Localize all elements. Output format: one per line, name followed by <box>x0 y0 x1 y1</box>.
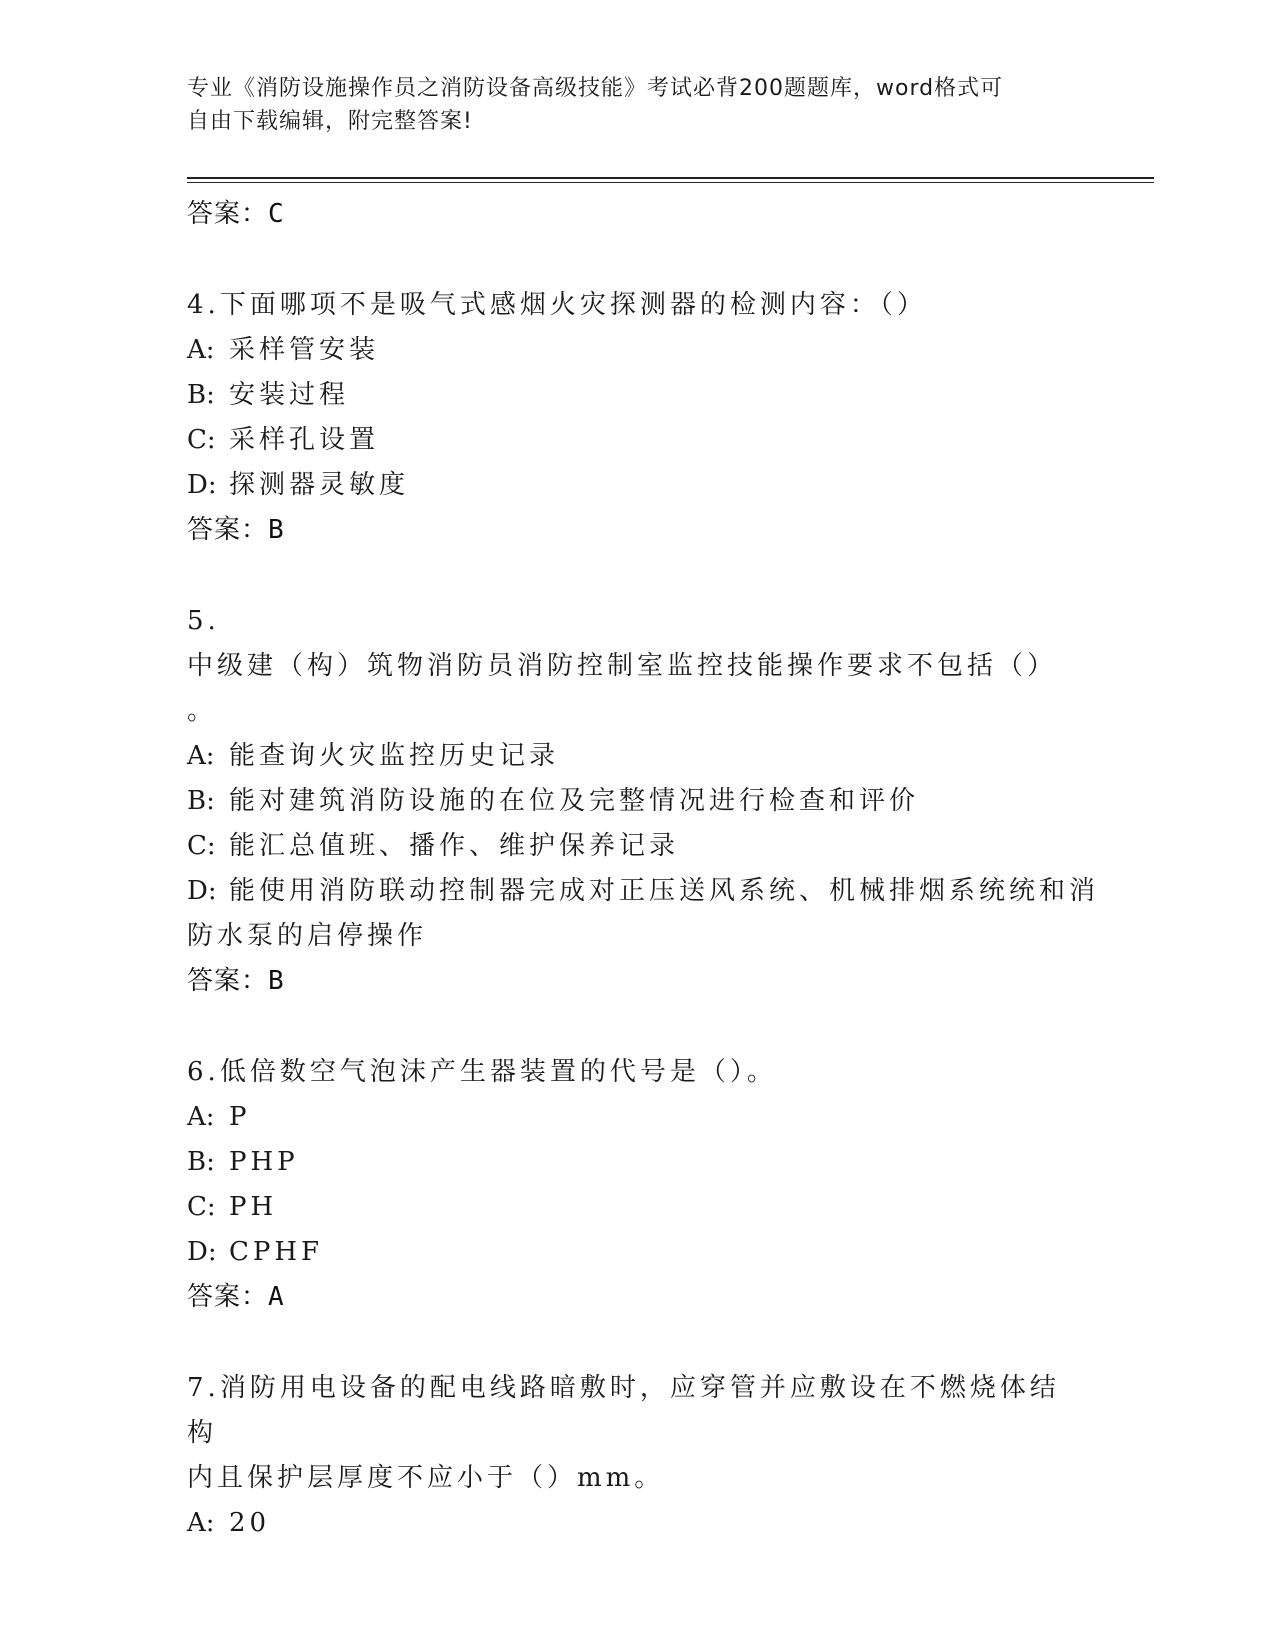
option-text: 能使用消防联动控制器完成对正压送风系统、机械排烟系统统和消 <box>229 876 1100 906</box>
question-text: 低倍数空气泡沫产生器装置的代号是（）。 <box>219 1057 777 1087</box>
option-d-continued <box>187 914 1087 959</box>
option-letter: B: <box>187 786 215 816</box>
question-text: 中级建（构）筑物消防员消防控制室监控技能操作要求不包括（） <box>187 651 1058 681</box>
question-stem <box>187 283 1087 328</box>
option-a <box>187 1095 1087 1140</box>
option-c <box>187 824 1087 869</box>
option-letter: A: <box>187 1102 215 1132</box>
question-number: 5. <box>187 606 220 636</box>
option-d <box>187 869 1100 914</box>
header-line-1: 专业《消防设施操作员之消防设备高级技能》考试必背200题题库，word格式可 <box>187 76 1004 101</box>
question-number: 6. <box>187 1057 220 1087</box>
option-text: 能查询火灾监控历史记录 <box>229 741 560 771</box>
option-letter: A: <box>187 741 215 771</box>
header-divider-thin <box>187 182 1154 183</box>
question-4 <box>187 283 1087 553</box>
option-text: 采样孔设置 <box>229 425 380 455</box>
option-text: 安装过程 <box>229 380 350 410</box>
option-c <box>187 418 1087 463</box>
question-6 <box>187 1050 1087 1320</box>
option-d <box>187 463 1087 508</box>
answer-value: B <box>268 966 285 996</box>
answer-label: 答案： <box>187 199 269 229</box>
answer-label: 答案： <box>187 515 269 545</box>
option-letter: D: <box>187 470 217 500</box>
option-letter: C: <box>187 831 216 861</box>
question-list <box>187 192 1100 1546</box>
answer-value: B <box>268 515 285 545</box>
option-letter: A: <box>187 335 215 365</box>
question-text: 消防用电设备的配电线路暗敷时，应穿管并应敷设在不燃烧体结构 <box>187 1373 1060 1448</box>
spacer <box>187 553 1087 599</box>
option-text-continued: 防水泵的启停操作 <box>187 921 428 951</box>
option-text: PH <box>229 1192 278 1222</box>
answer-value: A <box>268 1282 285 1312</box>
question-stem <box>187 1366 1087 1456</box>
option-b <box>187 1140 1087 1185</box>
question-number: 7. <box>187 1373 220 1403</box>
header-divider-thick <box>187 177 1154 179</box>
question-text: 下面哪项不是吸气式感烟火灾探测器的检测内容：（） <box>219 290 927 320</box>
option-letter: D: <box>187 876 217 906</box>
option-b <box>187 373 1087 418</box>
option-letter: D: <box>187 1237 217 1267</box>
option-letter: B: <box>187 380 215 410</box>
question-number: 4. <box>187 290 220 320</box>
question-answer <box>187 1275 1087 1320</box>
option-letter: A: <box>187 1508 215 1538</box>
document-header <box>187 72 1067 138</box>
spacer <box>187 1320 1087 1366</box>
option-a <box>187 734 1087 779</box>
question-answer <box>187 959 1087 1004</box>
question-stem <box>187 1050 1087 1095</box>
option-text: P <box>229 1102 251 1132</box>
answer-label: 答案： <box>187 966 269 996</box>
option-c <box>187 1185 1087 1230</box>
option-letter: C: <box>187 1192 216 1222</box>
option-d <box>187 1230 1087 1275</box>
option-a <box>187 1501 1087 1546</box>
option-text: CPHF <box>229 1237 324 1267</box>
option-text: 能汇总值班、播作、维护保养记录 <box>229 831 680 861</box>
option-text: PHP <box>229 1147 299 1177</box>
option-b <box>187 779 1087 824</box>
question-stem <box>187 599 1087 689</box>
answer-value: C <box>268 199 285 229</box>
option-a <box>187 328 1087 373</box>
question-stem-continued: 。 <box>187 696 218 726</box>
question-5 <box>187 599 1100 1004</box>
option-text: 探测器灵敏度 <box>229 470 410 500</box>
spacer <box>187 237 1087 283</box>
header-line-2: 自由下载编辑，附完整答案! <box>187 109 473 134</box>
question-7 <box>187 1366 1087 1546</box>
answer-label: 答案： <box>187 1282 269 1312</box>
spacer <box>187 1004 1087 1050</box>
option-letter: C: <box>187 425 216 455</box>
previous-answer <box>187 192 1087 237</box>
option-text: 采样管安装 <box>229 335 380 365</box>
question-answer <box>187 508 1087 553</box>
option-text: 能对建筑消防设施的在位及完整情况进行检查和评价 <box>229 786 920 816</box>
option-text: 20 <box>229 1508 271 1538</box>
option-letter: B: <box>187 1147 215 1177</box>
question-stem-continued: 内且保护层厚度不应小于（）mm。 <box>187 1463 665 1493</box>
